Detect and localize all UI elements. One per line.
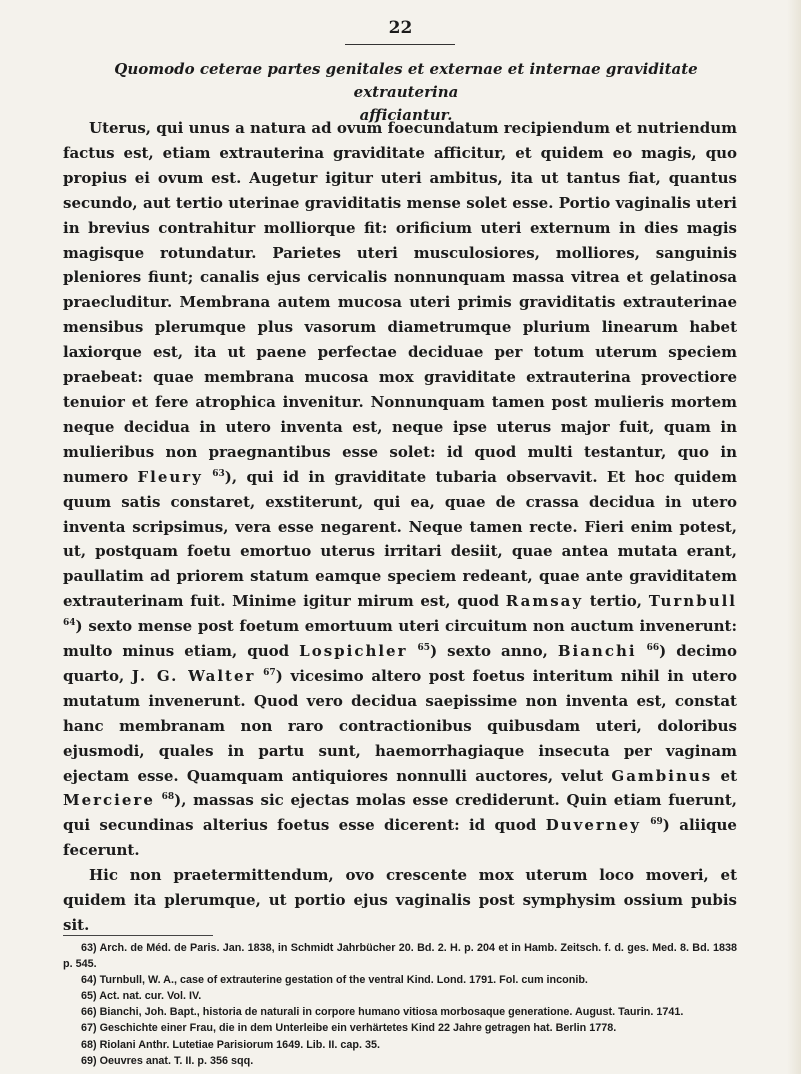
text-run: , massas sic ejectas molas esse crediderunt. Quin etiam fuerunt, qui secundinas alterius foetus esse dicerent: id quod	[63, 791, 737, 835]
section-title-line-1: Quomodo ceterae partes genitales et externae et internae graviditate extrauterina	[114, 60, 698, 101]
author-name: Turnbull	[648, 592, 737, 611]
header-rule	[345, 44, 455, 45]
text-run: sexto anno,	[437, 642, 558, 661]
footnote-ref: 63	[212, 468, 225, 479]
footnote-65: 65) Act. nat. cur. Vol. IV.	[81, 990, 202, 1003]
text-run: decimo quarto,	[63, 642, 737, 685]
author-name: Lospichler	[299, 642, 408, 661]
footnote-63: 63) Arch. de Méd. de Paris. Jan. 1838, in Schmidt Jahrbücher 20. Bd. 2. H. p. 204 et in Hamb. Zeitsch. f. d. ges. Med. 8. Bd. 1838 p. 545.	[63, 942, 737, 971]
body-text	[63, 116, 737, 938]
footnote-ref: 66	[646, 643, 660, 654]
author-name: Gambinus	[611, 766, 713, 785]
author-name: Duverney	[545, 816, 641, 835]
author-name: Bianchi	[557, 642, 637, 661]
footnote-ref: 68	[161, 792, 175, 803]
text-run: tertio,	[583, 592, 649, 611]
footnote-67: 67) Geschichte einer Frau, die in dem Unterleibe ein verhärtetes Kind 22 Jahre getragen hat. Berlin 1778.	[81, 1022, 617, 1035]
footnote-ref: 69	[650, 817, 663, 828]
author-name: Fleury	[137, 467, 203, 486]
text-run: vicesimo altero post foetus interitum nihil in utero mutatum invenerunt. Quod vero decidua saepissime non inventa est, constat hanc membranam non raro contractionibus quibusdam uteri, doloribus ejusmodi, quales in partu sunt, haemorrhagiaque insecuta per vaginam ejectam esse. Quamquam antiquiores nonnulli auctores, velut	[63, 666, 737, 785]
text-run: aliique fecerunt.	[63, 816, 737, 860]
footnote-ref: 65	[417, 643, 431, 654]
footnote-69: 69) Oeuvres anat. T. II. p. 356 sqq.	[81, 1054, 254, 1067]
footnote-divider	[63, 935, 213, 936]
paragraph-2: Hic non praetermittendum, ovo crescente mox uterum loco moveri, et quidem ita plerumque, ut portio ejus vaginalis post symphysim ossium pubis sit.	[63, 866, 737, 934]
author-name: Merciere	[63, 791, 155, 810]
footnote-66: 66) Bianchi, Joh. Bapt., historia de naturali in corpore humano vitiosa morbosaque generatione. August. Taurin. 1741.	[81, 1006, 684, 1019]
footnote-ref: 67	[263, 667, 276, 678]
footnote-68: 68) Riolani Anthr. Lutetiae Parisiorum 1649. Lib. II. cap. 35.	[81, 1038, 381, 1051]
footnotes	[63, 940, 737, 1069]
text-run: , qui id in graviditate tubaria observavit. Et hoc quidem quum satis constaret, exstiterunt, qui ea, quae de crassa decidua in utero inventa scripsimus, vera esse negarent. Neque tamen recte. Fieri enim potest, ut, postquam foetu emortuo uterus irritari desiit, quae antea mutata erant, paullatim ad priorem statum eamque speciem redeant, quae ante graviditatem extrauterinam fuit. Minime igitur mirum est, quod	[63, 467, 737, 611]
paragraph-1: Uterus, qui unus a natura ad ovum foecundatum recipiendum et nutriendum factus est, etiam extrauterina graviditate afficitur, et quidem eo magis, quo propius ei ovum est. Augetur igitur uteri ambitus, ita ut tantus fiat, quantus secundo, aut tertio uterinae graviditatis mense solet esse. Portio vaginalis uteri in brevius contrahitur molliorque fit: orificium uteri externum in dies magis magisque rotundatur. Parietes uteri musculosiores, molliores, sanguinis pleniores fiunt; canalis ejus cervicalis nonnunquam massa vitrea et gelatinosa praecluditur. Membrana autem mucosa uteri primis graviditatis extrauterinae mensibus plerumque plus vasorum diametrumque plurium linearum habet laxiorque est, ita ut paene perfectae deciduae per totum uterum speciem praebeat: quae membrana mucosa mox graviditate extrauterina provectiore tenuior et fere atrophica invenitur. Nonnunquam tamen post mulieris mortem neque decidua in utero inventa est, neque ipse uterus major fuit, quam in mulieribus non praegnantibus esse solet: id quod multi testantur, quo in numero Fleury $^{63}$), qui id in graviditate tubaria observavit. Et hoc quidem quum satis constaret, exstiterunt, qui ea, quae de crassa decidua in utero inventa scripsimus, vera esse negarent. Neque tamen recte. Fieri enim potest, ut, postquam foetu emortuo uterus irritari desiit, quae antea mutata erant, paullatim ad priorem statum eamque speciem redeant, quae ante graviditatem extrauterinam fuit. Minime igitur mirum est, quod Ramsay tertio, Turnbull $^{64}$) sexto mense post foetum emortuum uteri circuitum non auctum invenerunt: multo minus etiam, quod Lospichler $^{65}$) sexto anno, Bianchi $^{66}$) decimo quarto, J. G. Walter $^{67}$) vicesimo altero post foetus interitum nihil in utero mutatum invenerunt. Quod vero decidua saepissime non inventa est, constat hanc membranam non raro contractionibus quibusdam uteri, doloribus ejusmodi, quales in partu sunt, haemorrhagiaque insecuta per vaginam ejectam esse. Quamquam antiquiores nonnulli auctores, velut Gambinus et Merciere $^{68}$), massas sic ejectas molas esse crediderunt. Quin etiam fuerunt, qui secundinas alterius foetus esse dicerent: id quod Duverney $^{69}$) aliique fecerunt.	[63, 119, 737, 860]
section-title-line-2: afficiantur.	[359, 106, 453, 124]
text-run: Uterus, qui unus a natura ad ovum foecundatum recipiendum et nutriendum factus est, etiam extrauterina graviditate afficitur, et quidem eo magis, quo propius ei ovum est. Augetur igitur uteri ambitus, ita ut tantus fiat, quantus secundo, aut tertio uterinae graviditatis mense solet esse. Portio vaginalis uteri in brevius contrahitur molliorque fit: orificium uteri externum in dies magis magisque rotundatur. Parietes uteri musculosiores, molliores, sanguinis pleniores fiunt; canalis ejus cervicalis nonnunquam massa vitrea et gelatinosa praecluditur. Membrana autem mucosa uteri primis graviditatis extrauterinae mensibus plerumque plus vasorum diametrumque plurium linearum habet laxiorque est, ita ut paene perfectae deciduae per totum uterum speciem praebeat: quae membrana mucosa mox graviditate extrauterina provectiore tenuior et fere atrophica invenitur. Nonnunquam tamen post mulieris mortem neque decidua in utero inventa est, neque ipse uterus major fuit, quam in mulieribus non praegnantibus esse solet: id quod multi testantur, quo in numero	[63, 119, 737, 486]
author-name: Ramsay	[505, 592, 584, 611]
footnote-ref: 64	[63, 618, 76, 629]
author-name: J. G. Walter	[131, 666, 256, 685]
footnote-64: 64) Turnbull, W. A., case of extrauterine gestation of the ventral Kind. Lond. 1791. Fol. cum inconib.	[81, 974, 588, 987]
text-run: sexto mense post foetum emortuum uteri circuitum non auctum invenerunt: multo minus etiam, quod	[63, 617, 737, 661]
page-edge-shadow	[787, 0, 801, 1074]
page-number: 22	[388, 18, 413, 38]
text-run: et	[712, 766, 737, 785]
